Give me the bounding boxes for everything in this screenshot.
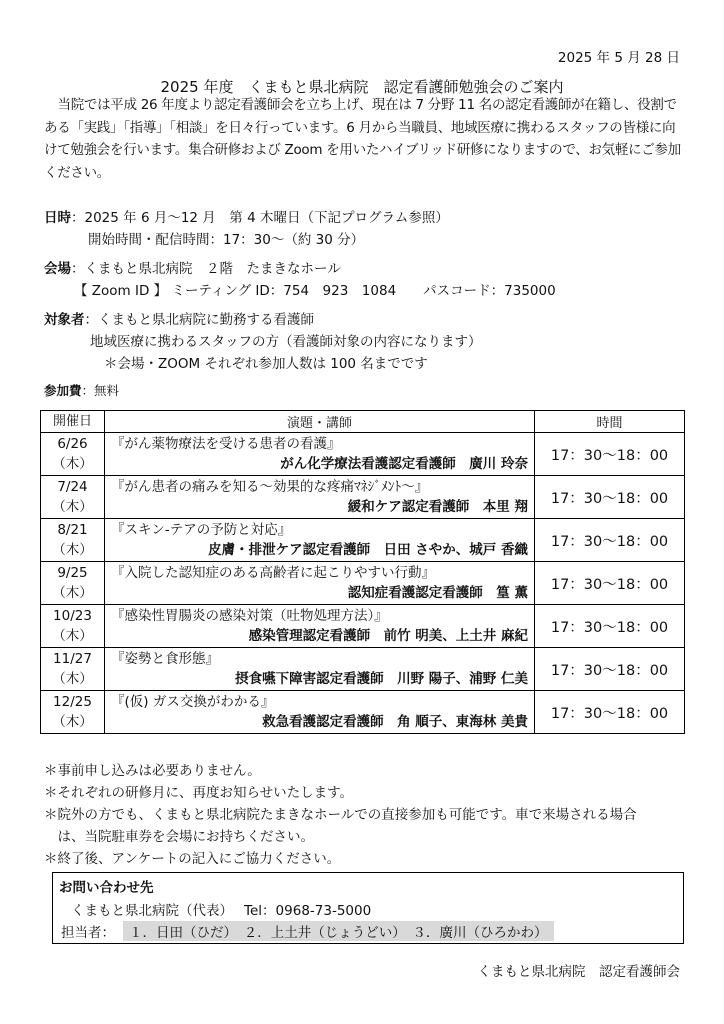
session-date-cell (41, 648, 105, 691)
target-line-3: ＊会場・ZOOM それぞれ参加人数は 100 名までです (104, 356, 428, 372)
note-item: ＊院外の方でも、くまもと県北病院たまきなホールでの直接参加も可能です。車で来場される場合 (44, 807, 637, 823)
note-item: は、当院駐車券を会場にお持ちください。 (44, 829, 314, 845)
session-day: （木） (52, 714, 93, 730)
venue-line-1 (44, 257, 341, 277)
session-time: 17：30～18：00 (535, 562, 685, 605)
table-header-row (41, 411, 685, 433)
session-time: 17：30～18：00 (535, 691, 685, 734)
footer-organization: くまもと県北病院 認定看護師会 (477, 964, 680, 980)
table-row (41, 691, 685, 734)
session-date: 11/27 (53, 651, 92, 667)
session-topic: 『(仮) ガス交換がわかる』 (111, 694, 275, 710)
fee-line (44, 381, 119, 399)
session-topic-cell (105, 433, 535, 476)
zoom-info: 【 Zoom ID 】 ミーティング ID：754 923 1084 パスコード：735000 (74, 283, 556, 299)
session-speaker: 緩和ケア認定看護師 本里 翔 (347, 499, 528, 515)
session-day: （木） (52, 456, 93, 472)
session-date: 10/23 (53, 608, 92, 624)
fee-label: 参加費 (44, 383, 82, 398)
session-time: 17：30～18：00 (535, 433, 685, 476)
table-row (41, 605, 685, 648)
session-day: （木） (52, 671, 93, 687)
contact-persons: １．日田（ひだ） ２．上土井（じょうどい） ３．廣川（ひろかわ） (123, 921, 554, 941)
contact-box (52, 872, 684, 944)
session-topic: 『スキン-テアの予防と対応』 (111, 522, 292, 538)
fee-value: ：無料 (81, 383, 120, 398)
session-date: 8/21 (57, 522, 88, 538)
contact-phone-line: くまもと県北病院（代表） Tel：0968-73-5000 (71, 903, 372, 919)
session-speaker: 皮膚・排泄ケア認定看護師 日田 さやか、城戸 香織 (208, 542, 528, 558)
session-topic: 『がん患者の痛みを知る～効果的な疼痛ﾏﾈｼﾞﾒﾝﾄ～』 (111, 479, 429, 495)
session-time: 17：30～18：00 (535, 648, 685, 691)
header-date: 開催日 (41, 411, 105, 433)
document-date: 2025 年 5 月 28 日 (557, 50, 680, 66)
target-label: 対象者 (44, 312, 85, 328)
target-value: ：くまもと県北病院に勤務する看護師 (84, 312, 314, 328)
schedule-value: ：2025 年 6 月～12 月 第 4 木曜日（下記プログラム参照） (71, 210, 449, 226)
session-date-cell (41, 519, 105, 562)
header-time: 時間 (535, 411, 685, 433)
session-time: 17：30～18：00 (535, 605, 685, 648)
contact-title: お問い合わせ先 (59, 880, 154, 896)
session-date-cell (41, 562, 105, 605)
session-date-cell (41, 476, 105, 519)
table-row (41, 648, 685, 691)
contact-persons-line (61, 921, 554, 941)
header-topic: 演題・講師 (105, 411, 535, 433)
session-topic-cell (105, 648, 535, 691)
target-line-2: 地域医療に携わるスタッフの方（看護師対象の内容になります） (90, 334, 482, 350)
table-row (41, 519, 685, 562)
session-date: 9/25 (57, 565, 88, 581)
target-line-1 (44, 308, 314, 328)
schedule-line-2: 開始時間・配信時間：17：30～（約 30 分） (88, 232, 365, 248)
document-title: 2025 年度 くまもと県北病院 認定看護師勉強会のご案内 (160, 78, 564, 96)
table-row (41, 562, 685, 605)
note-item: ＊終了後、アンケートの記入にご協力ください。 (44, 851, 341, 867)
session-speaker: 救急看護認定看護師 角 順子、東海林 美貴 (262, 714, 528, 730)
venue-value: ：くまもと県北病院 ２階 たまきなホール (71, 261, 341, 277)
session-date-cell (41, 433, 105, 476)
session-day: （木） (52, 499, 93, 515)
session-topic: 『がん薬物療法を受ける患者の看護』 (111, 436, 341, 452)
session-speaker: がん化学療法看護認定看護師 廣川 玲奈 (280, 456, 528, 472)
session-topic: 『感染性胃腸炎の感染対策（吐物処理方法）』 (111, 608, 388, 624)
session-day: （木） (52, 542, 93, 558)
schedule-label: 日時 (44, 210, 71, 226)
session-speaker: 認知症看護認定看護師 篁 薫 (347, 585, 528, 601)
session-date: 12/25 (53, 694, 92, 710)
table-row (41, 433, 685, 476)
note-item: ＊それぞれの研修月に、再度お知らせいたします。 (44, 785, 354, 801)
session-topic-cell (105, 562, 535, 605)
session-topic-cell (105, 605, 535, 648)
contact-person-label: 担当者： (61, 925, 115, 941)
session-speaker: 感染管理認定看護師 前竹 明美、上土井 麻紀 (248, 628, 528, 644)
session-topic-cell (105, 519, 535, 562)
session-date: 7/24 (57, 479, 88, 495)
venue-label: 会場 (44, 261, 71, 277)
session-date-cell (41, 691, 105, 734)
session-topic-cell (105, 476, 535, 519)
session-day: （木） (52, 628, 93, 644)
session-topic-cell (105, 691, 535, 734)
intro-paragraph: 当院では平成 26 年度より認定看護師会を立ち上げ、現在は 7 分野 11 名の認定看護師が在籍し、役割である「実践」「指導」「相談」を日々行っています。6 月から当職員、地域医療に携わるスタッフの皆様に向けて勉強会を行います。集合研修および Zoom を用いたハイブリッド研修になりますので、お気軽にご参加ください。 (44, 97, 681, 181)
program-table (40, 410, 685, 734)
session-day: （木） (52, 585, 93, 601)
session-time: 17：30～18：00 (535, 519, 685, 562)
note-item: ＊事前申し込みは必要ありません。 (44, 763, 261, 779)
session-topic: 『入院した認知症のある高齢者に起こりやすい行動』 (111, 565, 435, 581)
schedule-line-1 (44, 206, 449, 226)
table-row (41, 476, 685, 519)
session-topic: 『姿勢と食形態』 (111, 651, 219, 667)
session-time: 17：30～18：00 (535, 476, 685, 519)
session-speaker: 摂食嚥下障害認定看護師 川野 陽子、浦野 仁美 (235, 671, 528, 687)
session-date-cell (41, 605, 105, 648)
session-date: 6/26 (57, 436, 88, 452)
